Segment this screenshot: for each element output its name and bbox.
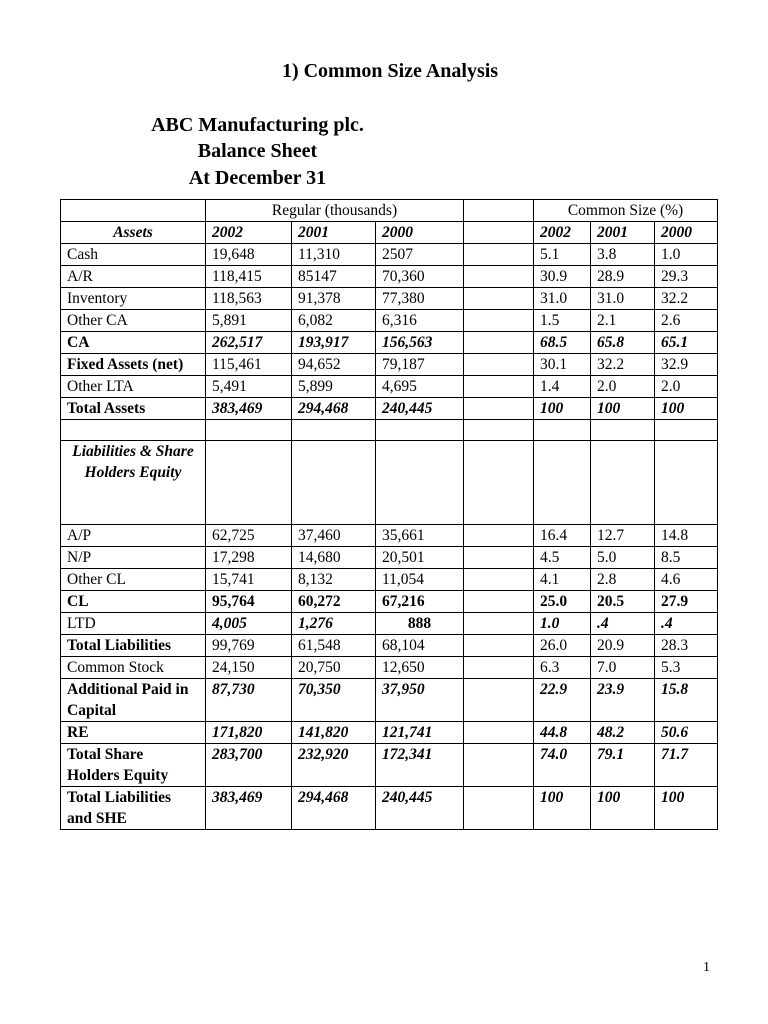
regular-value: 94,652 [292, 354, 376, 376]
regular-value: 141,820 [292, 722, 376, 744]
row-label: RE [61, 722, 206, 744]
common-size-value: 79.1 [591, 744, 655, 787]
page-number: 1 [703, 960, 710, 975]
spacer-cell [464, 722, 534, 744]
empty-cell [591, 420, 655, 441]
regular-value: 294,468 [292, 787, 376, 830]
spacer-cell [464, 200, 534, 222]
statement-date: At December 31 [188, 167, 327, 189]
regular-value: 11,054 [376, 569, 464, 591]
regular-value: 11,310 [292, 244, 376, 266]
row-label: Other CA [61, 310, 206, 332]
regular-value: 14,680 [292, 547, 376, 569]
spacer-cell [464, 679, 534, 722]
liabilities-header-row [61, 441, 718, 525]
empty-cell [206, 420, 292, 441]
common-size-value: 15.8 [655, 679, 718, 722]
regular-value: 6,082 [292, 310, 376, 332]
common-size-value: 5.0 [591, 547, 655, 569]
regular-value: 6,316 [376, 310, 464, 332]
regular-value: 70,360 [376, 266, 464, 288]
row-label: Other LTA [61, 376, 206, 398]
company-name: ABC Manufacturing plc. [151, 114, 364, 136]
regular-value: 91,378 [292, 288, 376, 310]
regular-value: 156,563 [376, 332, 464, 354]
spacer-cell [464, 657, 534, 679]
year-header: 2001 [292, 222, 376, 244]
spacer-cell [464, 569, 534, 591]
regular-value: 240,445 [376, 398, 464, 420]
empty-cell [591, 441, 655, 525]
regular-value: 383,469 [206, 787, 292, 830]
empty-cell [464, 420, 534, 441]
common-size-value: 1.0 [534, 613, 591, 635]
regular-value: 35,661 [376, 525, 464, 547]
regular-value: 1,276 [292, 613, 376, 635]
year-header: 2000 [655, 222, 718, 244]
common-size-value: 48.2 [591, 722, 655, 744]
header-row [61, 200, 718, 222]
regular-value: 17,298 [206, 547, 292, 569]
row-label: CL [61, 591, 206, 613]
regular-value: 24,150 [206, 657, 292, 679]
table-row [61, 613, 718, 635]
common-size-value: 1.0 [655, 244, 718, 266]
regular-value: 70,350 [292, 679, 376, 722]
empty-cell [61, 420, 206, 441]
common-size-value: 23.9 [591, 679, 655, 722]
row-label: N/P [61, 547, 206, 569]
table-row [61, 376, 718, 398]
table-row [61, 657, 718, 679]
regular-value: 4,005 [206, 613, 292, 635]
regular-header: Regular (thousands) [206, 200, 464, 222]
regular-value: 68,104 [376, 635, 464, 657]
spacer-cell [464, 222, 534, 244]
regular-value: 5,491 [206, 376, 292, 398]
empty-cell [534, 441, 591, 525]
common-size-value: 8.5 [655, 547, 718, 569]
common-size-value: 2.8 [591, 569, 655, 591]
common-size-value: 20.5 [591, 591, 655, 613]
balance-sheet-table [60, 199, 718, 830]
regular-value: 15,741 [206, 569, 292, 591]
common-size-value: 44.8 [534, 722, 591, 744]
table-row [61, 722, 718, 744]
year-header: 2000 [376, 222, 464, 244]
regular-value: 262,517 [206, 332, 292, 354]
blank-row [61, 420, 718, 441]
table-row [61, 244, 718, 266]
spacer-cell [464, 244, 534, 266]
empty-cell [376, 420, 464, 441]
row-label: Additional Paid in Capital [61, 679, 206, 722]
regular-value: 118,563 [206, 288, 292, 310]
empty-cell [206, 441, 292, 525]
regular-value: 240,445 [376, 787, 464, 830]
regular-value: 5,891 [206, 310, 292, 332]
liabilities-header: Liabilities & Share Holders Equity [61, 441, 206, 525]
regular-value: 99,769 [206, 635, 292, 657]
common-size-value: 5.1 [534, 244, 591, 266]
year-header: 2001 [591, 222, 655, 244]
spacer-cell [464, 310, 534, 332]
common-size-value: 4.5 [534, 547, 591, 569]
regular-value: 77,380 [376, 288, 464, 310]
common-size-value: 100 [655, 787, 718, 830]
common-size-value: 2.0 [591, 376, 655, 398]
empty-cell [376, 441, 464, 525]
row-label: Total Share Holders Equity [61, 744, 206, 787]
spacer-cell [464, 591, 534, 613]
row-label: A/P [61, 525, 206, 547]
table-row [61, 288, 718, 310]
common-size-value: 32.2 [655, 288, 718, 310]
table-row [61, 310, 718, 332]
regular-value: 4,695 [376, 376, 464, 398]
section-title: 1) Common Size Analysis [281, 60, 499, 82]
common-size-value: 100 [534, 398, 591, 420]
common-size-header: Common Size (%) [534, 200, 718, 222]
regular-value: 5,899 [292, 376, 376, 398]
spacer-cell [464, 613, 534, 635]
common-size-value: 74.0 [534, 744, 591, 787]
common-size-value: 20.9 [591, 635, 655, 657]
row-label: Cash [61, 244, 206, 266]
common-size-value: 2.0 [655, 376, 718, 398]
regular-value: 62,725 [206, 525, 292, 547]
regular-value: 118,415 [206, 266, 292, 288]
regular-value: 8,132 [292, 569, 376, 591]
common-size-value: 100 [655, 398, 718, 420]
regular-value: 115,461 [206, 354, 292, 376]
year-header: 2002 [534, 222, 591, 244]
empty-cell [534, 420, 591, 441]
year-header: 2002 [206, 222, 292, 244]
common-size-value: 2.1 [591, 310, 655, 332]
table-row [61, 744, 718, 787]
common-size-value: 100 [534, 787, 591, 830]
row-label: Total Liabilities [61, 635, 206, 657]
table-row [61, 591, 718, 613]
statement-title: Balance Sheet [197, 140, 318, 162]
row-label: CA [61, 332, 206, 354]
common-size-value: 12.7 [591, 525, 655, 547]
regular-value: 232,920 [292, 744, 376, 787]
empty-cell [61, 200, 206, 222]
regular-value: 193,917 [292, 332, 376, 354]
common-size-value: 50.6 [655, 722, 718, 744]
spacer-cell [464, 635, 534, 657]
common-size-value: 71.7 [655, 744, 718, 787]
common-size-value: 2.6 [655, 310, 718, 332]
spacer-cell [464, 744, 534, 787]
common-size-value: 5.3 [655, 657, 718, 679]
regular-value: 294,468 [292, 398, 376, 420]
table-row [61, 332, 718, 354]
common-size-value: 100 [591, 787, 655, 830]
empty-cell [655, 441, 718, 525]
row-label: Common Stock [61, 657, 206, 679]
regular-value: 37,460 [292, 525, 376, 547]
common-size-value: 1.5 [534, 310, 591, 332]
regular-value: 95,764 [206, 591, 292, 613]
table-row [61, 679, 718, 722]
regular-value: 87,730 [206, 679, 292, 722]
common-size-value: .4 [591, 613, 655, 635]
common-size-value: 28.3 [655, 635, 718, 657]
regular-value: 20,501 [376, 547, 464, 569]
regular-value: 888 [376, 613, 464, 635]
common-size-value: 68.5 [534, 332, 591, 354]
year-row [61, 222, 718, 244]
common-size-value: 26.0 [534, 635, 591, 657]
regular-value: 121,741 [376, 722, 464, 744]
spacer-cell [464, 376, 534, 398]
table-row [61, 266, 718, 288]
table-row [61, 635, 718, 657]
common-size-value: 30.1 [534, 354, 591, 376]
common-size-value: 30.9 [534, 266, 591, 288]
empty-cell [292, 420, 376, 441]
spacer-cell [464, 266, 534, 288]
common-size-value: 1.4 [534, 376, 591, 398]
regular-value: 2507 [376, 244, 464, 266]
spacer-cell [464, 398, 534, 420]
common-size-value: 65.8 [591, 332, 655, 354]
regular-value: 172,341 [376, 744, 464, 787]
table-row [61, 547, 718, 569]
regular-value: 85147 [292, 266, 376, 288]
common-size-value: 7.0 [591, 657, 655, 679]
regular-value: 61,548 [292, 635, 376, 657]
common-size-value: 3.8 [591, 244, 655, 266]
spacer-cell [464, 787, 534, 830]
common-size-value: 100 [591, 398, 655, 420]
common-size-value: 28.9 [591, 266, 655, 288]
regular-value: 171,820 [206, 722, 292, 744]
common-size-value: 14.8 [655, 525, 718, 547]
common-size-value: 4.6 [655, 569, 718, 591]
common-size-value: 16.4 [534, 525, 591, 547]
row-label: Inventory [61, 288, 206, 310]
row-label: Total Liabilities and SHE [61, 787, 206, 830]
common-size-value: .4 [655, 613, 718, 635]
row-label: Other CL [61, 569, 206, 591]
regular-value: 60,272 [292, 591, 376, 613]
common-size-value: 65.1 [655, 332, 718, 354]
empty-cell [655, 420, 718, 441]
regular-value: 19,648 [206, 244, 292, 266]
common-size-value: 4.1 [534, 569, 591, 591]
regular-value: 383,469 [206, 398, 292, 420]
empty-cell [464, 441, 534, 525]
row-label: Total Assets [61, 398, 206, 420]
table-row [61, 354, 718, 376]
common-size-value: 25.0 [534, 591, 591, 613]
regular-value: 67,216 [376, 591, 464, 613]
spacer-cell [464, 547, 534, 569]
common-size-value: 31.0 [534, 288, 591, 310]
empty-cell [292, 441, 376, 525]
regular-value: 37,950 [376, 679, 464, 722]
row-label: Fixed Assets (net) [61, 354, 206, 376]
row-label: A/R [61, 266, 206, 288]
spacer-cell [464, 525, 534, 547]
table-row [61, 569, 718, 591]
regular-value: 79,187 [376, 354, 464, 376]
assets-header: Assets [61, 222, 206, 244]
table-row [61, 398, 718, 420]
common-size-value: 29.3 [655, 266, 718, 288]
common-size-value: 32.2 [591, 354, 655, 376]
common-size-value: 31.0 [591, 288, 655, 310]
common-size-value: 6.3 [534, 657, 591, 679]
regular-value: 283,700 [206, 744, 292, 787]
common-size-value: 27.9 [655, 591, 718, 613]
spacer-cell [464, 332, 534, 354]
row-label: LTD [61, 613, 206, 635]
regular-value: 20,750 [292, 657, 376, 679]
common-size-value: 22.9 [534, 679, 591, 722]
spacer-cell [464, 288, 534, 310]
common-size-value: 32.9 [655, 354, 718, 376]
spacer-cell [464, 354, 534, 376]
regular-value: 12,650 [376, 657, 464, 679]
table-row [61, 525, 718, 547]
table-row [61, 787, 718, 830]
